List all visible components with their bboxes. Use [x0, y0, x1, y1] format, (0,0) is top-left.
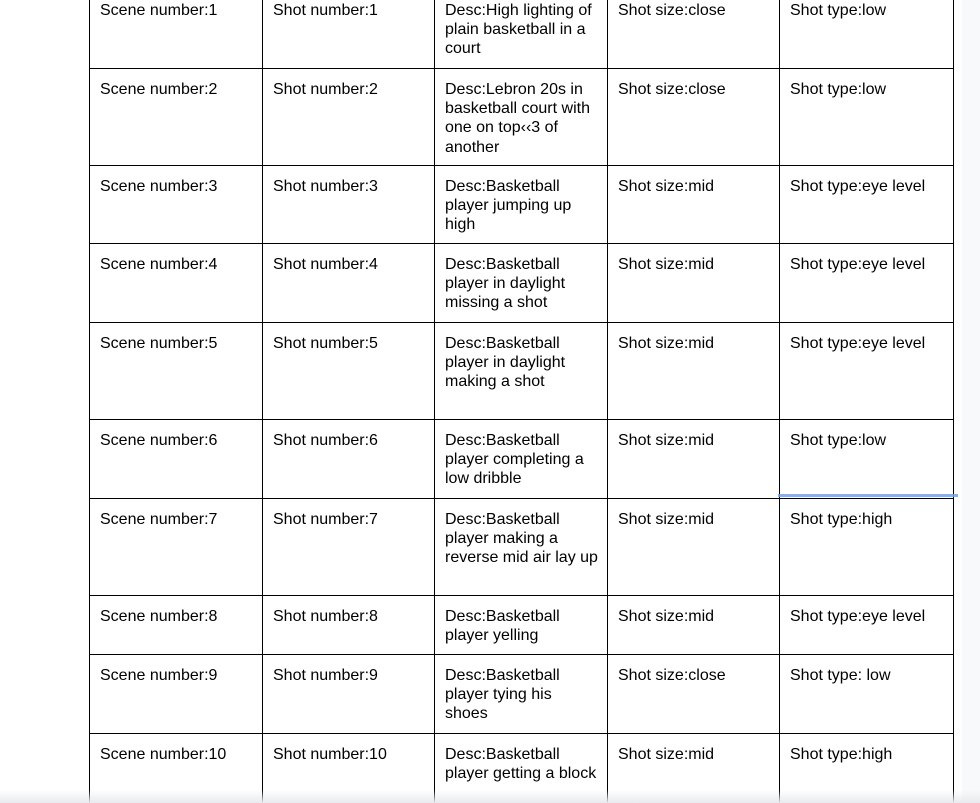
table-row [90, 244, 954, 323]
shot-cell[interactable] [263, 323, 435, 420]
type-text: Shot type:eye level [790, 256, 926, 273]
column-resize-guide[interactable] [778, 494, 958, 497]
type-text: Shot type:low [790, 81, 887, 98]
desc-text: Desc:Basketball player tying his shoes [445, 667, 560, 723]
desc-text: Desc:Lebron 20s in basketball court with one on top‹‹3 of another [445, 81, 590, 156]
desc-cell[interactable] [435, 420, 608, 499]
shot-text: Shot number:9 [273, 667, 378, 684]
size-cell[interactable] [608, 69, 780, 166]
table-row [90, 655, 954, 734]
scene-cell[interactable] [90, 69, 263, 166]
page-bottom-shadow [0, 790, 980, 803]
size-text: Shot size:mid [618, 335, 715, 352]
type-text: Shot type:high [790, 511, 893, 528]
table-row [90, 69, 954, 166]
scene-text: Scene number:10 [100, 746, 227, 763]
scene-cell[interactable] [90, 244, 263, 323]
size-text: Shot size:close [618, 81, 726, 98]
scene-text: Scene number:7 [100, 511, 218, 528]
table-row [90, 596, 954, 655]
shot-list-table [89, 0, 954, 803]
scene-text: Scene number:5 [100, 335, 218, 352]
desc-text: Desc:Basketball player jumping up high [445, 178, 572, 234]
type-text: Shot type:high [790, 746, 893, 763]
desc-cell[interactable] [435, 323, 608, 420]
shot-cell[interactable] [263, 420, 435, 499]
scene-cell[interactable] [90, 655, 263, 734]
type-cell[interactable] [780, 323, 954, 420]
scene-cell[interactable] [90, 420, 263, 499]
scene-text: Scene number:6 [100, 432, 218, 449]
desc-text: Desc:High lighting of plain basketball in a court [445, 2, 592, 58]
table-row [90, 323, 954, 420]
size-text: Shot size:mid [618, 256, 715, 273]
size-text: Shot size:mid [618, 178, 715, 195]
size-text: Shot size:mid [618, 432, 715, 449]
desc-cell[interactable] [435, 0, 608, 69]
type-text: Shot type:eye level [790, 335, 926, 352]
scene-cell[interactable] [90, 166, 263, 244]
shot-text: Shot number:2 [273, 81, 378, 98]
table-row [90, 499, 954, 596]
desc-text: Desc:Basketball player getting a block [445, 746, 597, 783]
table-row [90, 420, 954, 499]
desc-cell[interactable] [435, 69, 608, 166]
scene-text: Scene number:2 [100, 81, 218, 98]
scene-cell[interactable] [90, 499, 263, 596]
type-text: Shot type:low [790, 432, 887, 449]
scene-text: Scene number:4 [100, 256, 218, 273]
scene-text: Scene number:8 [100, 608, 218, 625]
type-cell[interactable] [780, 499, 954, 596]
shot-cell[interactable] [263, 244, 435, 323]
type-text: Shot type: low [790, 667, 891, 684]
type-cell[interactable] [780, 244, 954, 323]
size-cell[interactable] [608, 420, 780, 499]
desc-cell[interactable] [435, 596, 608, 655]
scene-cell[interactable] [90, 0, 263, 69]
size-text: Shot size:mid [618, 746, 715, 763]
desc-text: Desc:Basketball player yelling [445, 608, 560, 645]
table-row [90, 166, 954, 244]
shot-cell[interactable] [263, 0, 435, 69]
size-text: Shot size:mid [618, 608, 715, 625]
desc-cell[interactable] [435, 655, 608, 734]
type-cell[interactable] [780, 420, 954, 499]
desc-text: Desc:Basketball player completing a low dribble [445, 432, 584, 488]
desc-cell[interactable] [435, 244, 608, 323]
type-text: Shot type:eye level [790, 608, 926, 625]
size-text: Shot size:mid [618, 511, 715, 528]
type-cell[interactable] [780, 69, 954, 166]
shot-cell[interactable] [263, 499, 435, 596]
size-cell[interactable] [608, 166, 780, 244]
scene-text: Scene number:1 [100, 2, 218, 19]
type-cell[interactable] [780, 166, 954, 244]
shot-text: Shot number:4 [273, 256, 378, 273]
size-text: Shot size:close [618, 667, 726, 684]
size-cell[interactable] [608, 655, 780, 734]
desc-cell[interactable] [435, 499, 608, 596]
type-text: Shot type:eye level [790, 178, 926, 195]
shot-text: Shot number:10 [273, 746, 387, 763]
shot-text: Shot number:7 [273, 511, 378, 528]
size-cell[interactable] [608, 499, 780, 596]
shot-cell[interactable] [263, 166, 435, 244]
size-cell[interactable] [608, 323, 780, 420]
shot-cell[interactable] [263, 655, 435, 734]
shot-text: Shot number:8 [273, 608, 378, 625]
scene-cell[interactable] [90, 323, 263, 420]
size-cell[interactable] [608, 596, 780, 655]
shot-text: Shot number:3 [273, 178, 378, 195]
scene-text: Scene number:3 [100, 178, 218, 195]
desc-text: Desc:Basketball player making a reverse mid air lay up [445, 511, 598, 567]
scene-text: Scene number:9 [100, 667, 218, 684]
shot-cell[interactable] [263, 69, 435, 166]
type-cell[interactable] [780, 596, 954, 655]
desc-text: Desc:Basketball player in daylight missing a shot [445, 256, 566, 312]
shot-text: Shot number:6 [273, 432, 378, 449]
type-cell[interactable] [780, 0, 954, 69]
desc-cell[interactable] [435, 166, 608, 244]
size-text: Shot size:close [618, 2, 726, 19]
table-row [90, 0, 954, 69]
shot-text: Shot number:5 [273, 335, 378, 352]
shot-cell[interactable] [263, 596, 435, 655]
type-cell[interactable] [780, 655, 954, 734]
scene-cell[interactable] [90, 596, 263, 655]
type-text: Shot type:low [790, 2, 887, 19]
size-cell[interactable] [608, 0, 780, 69]
size-cell[interactable] [608, 244, 780, 323]
desc-text: Desc:Basketball player in daylight making a shot [445, 335, 566, 391]
shot-text: Shot number:1 [273, 2, 378, 19]
